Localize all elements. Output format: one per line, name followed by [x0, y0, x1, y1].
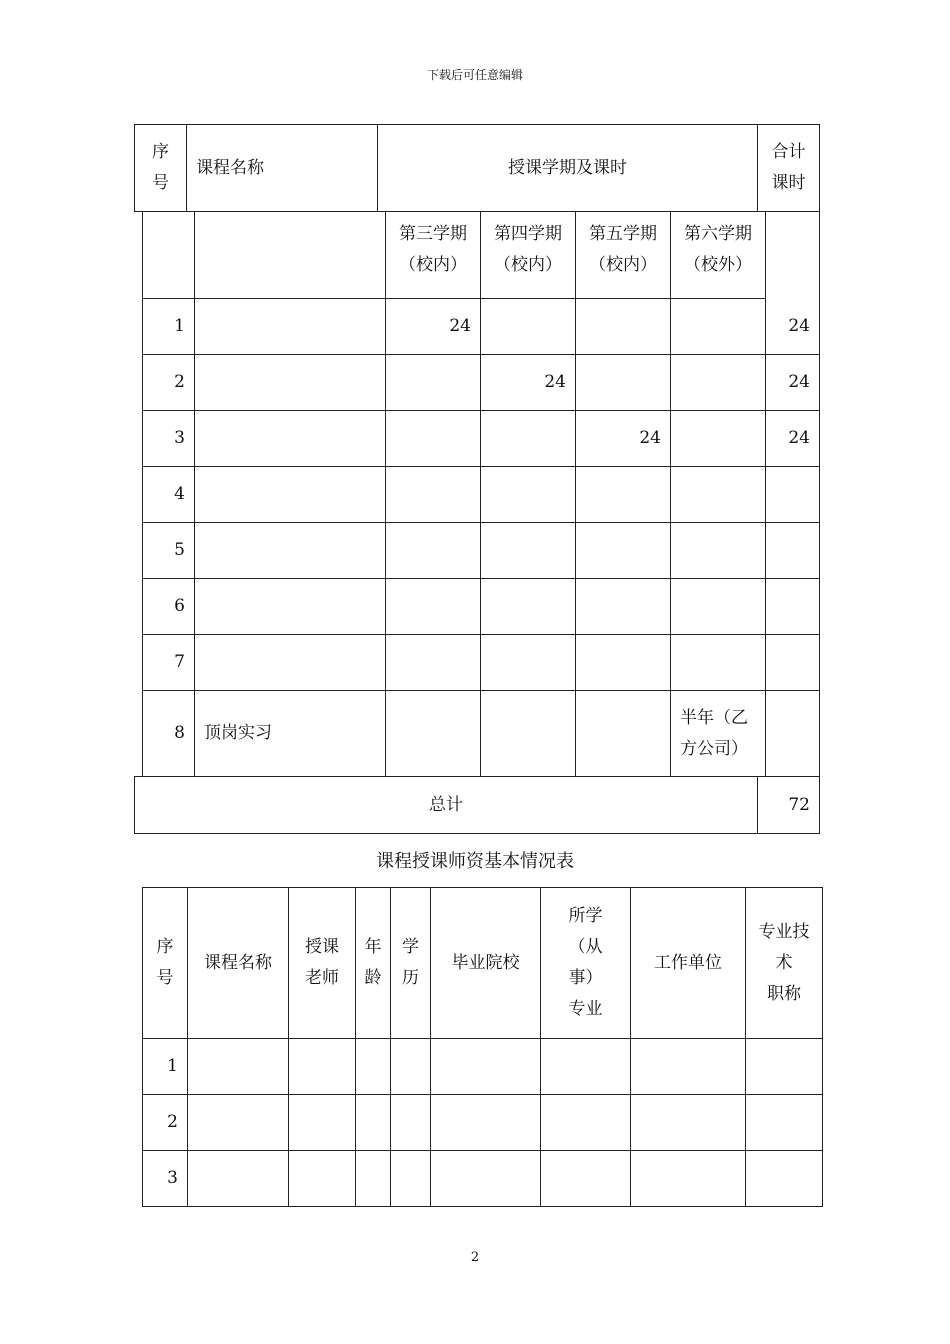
- row-semester-3: [385, 466, 481, 523]
- row-semester-6: [670, 410, 766, 467]
- row-course-name: [187, 1038, 289, 1095]
- row-age: [355, 1150, 391, 1207]
- row-teacher: [288, 1038, 356, 1095]
- header-semester-hours: 授课学期及课时: [377, 124, 758, 212]
- row-no: 8: [142, 690, 195, 777]
- row-education: [390, 1038, 431, 1095]
- row-graduate-school: [430, 1150, 541, 1207]
- semester-6-header: 第六学期 （校外）: [670, 211, 766, 299]
- row-semester-5: [575, 298, 671, 355]
- row-total: 24: [765, 354, 820, 411]
- row-semester-5: [575, 690, 671, 777]
- row-no: 4: [142, 466, 195, 523]
- row-semester-3: [385, 522, 481, 579]
- row-title: [745, 1094, 823, 1151]
- row-no: 3: [142, 1150, 188, 1207]
- row-semester-6: [670, 578, 766, 635]
- row-semester-6: [670, 522, 766, 579]
- row-graduate-school: [430, 1038, 541, 1095]
- row-semester-4: [480, 522, 576, 579]
- row-semester-4: [480, 578, 576, 635]
- row-semester-6: [670, 466, 766, 523]
- row-major: [540, 1150, 631, 1207]
- row-teacher: [288, 1150, 356, 1207]
- row-semester-6: 半年（乙 方公司）: [670, 690, 766, 777]
- row-teacher: [288, 1094, 356, 1151]
- row-major: [540, 1038, 631, 1095]
- subheader-blank-name: [194, 211, 386, 299]
- row-semester-4: [480, 298, 576, 355]
- row-workplace: [630, 1094, 746, 1151]
- row-semester-5: [575, 466, 671, 523]
- row-no: 6: [142, 578, 195, 635]
- row-education: [390, 1150, 431, 1207]
- row-semester-6: [670, 634, 766, 691]
- row-graduate-school: [430, 1094, 541, 1151]
- row-course-name: [194, 578, 386, 635]
- row-semester-5: 24: [575, 410, 671, 467]
- row-major: [540, 1094, 631, 1151]
- row-semester-4: [480, 634, 576, 691]
- row-course-name: [194, 522, 386, 579]
- row-semester-4: 24: [480, 354, 576, 411]
- table-caption: 课程授课师资基本情况表: [376, 851, 574, 872]
- header-course-name: 课程名称: [187, 887, 289, 1039]
- row-semester-3: [385, 578, 481, 635]
- header-workplace: 工作单位: [630, 887, 746, 1039]
- row-total: [765, 466, 820, 523]
- row-education: [390, 1094, 431, 1151]
- row-no: 5: [142, 522, 195, 579]
- row-workplace: [630, 1150, 746, 1207]
- row-title: [745, 1150, 823, 1207]
- row-semester-6: [670, 298, 766, 355]
- header-major: 所学 （从 事） 专业: [540, 887, 631, 1039]
- header-seq: 序 号: [134, 124, 187, 212]
- row-semester-5: [575, 522, 671, 579]
- row-age: [355, 1094, 391, 1151]
- row-course-name: 顶岗实习: [194, 690, 386, 777]
- row-no: 1: [142, 298, 195, 355]
- row-total: 24: [765, 298, 820, 355]
- row-semester-6: [670, 354, 766, 411]
- header-title: 专业技 术 职称: [745, 887, 823, 1039]
- row-course-name: [194, 466, 386, 523]
- row-no: 1: [142, 1038, 188, 1095]
- row-no: 3: [142, 410, 195, 467]
- row-semester-3: [385, 354, 481, 411]
- header-age: 年 龄: [355, 887, 391, 1039]
- row-total: [765, 578, 820, 635]
- row-total: 24: [765, 410, 820, 467]
- row-workplace: [630, 1038, 746, 1095]
- summary-label: 总计: [134, 776, 758, 834]
- row-semester-4: [480, 690, 576, 777]
- row-semester-4: [480, 410, 576, 467]
- semester-4-header: 第四学期 （校内）: [480, 211, 576, 299]
- row-course-name: [194, 410, 386, 467]
- row-semester-5: [575, 578, 671, 635]
- row-total: [765, 634, 820, 691]
- row-semester-3: [385, 690, 481, 777]
- subheader-blank-total: [765, 211, 820, 299]
- row-course-name: [187, 1150, 289, 1207]
- page-number: 2: [470, 1250, 480, 1265]
- row-total: [765, 522, 820, 579]
- header-course-name: 课程名称: [186, 124, 378, 212]
- row-semester-5: [575, 354, 671, 411]
- row-no: 7: [142, 634, 195, 691]
- header-seq: 序 号: [142, 887, 188, 1039]
- row-semester-4: [480, 466, 576, 523]
- row-title: [745, 1038, 823, 1095]
- summary-value: 72: [757, 776, 820, 834]
- header-teacher: 授课 老师: [288, 887, 356, 1039]
- row-age: [355, 1038, 391, 1095]
- row-semester-5: [575, 634, 671, 691]
- row-semester-3: [385, 634, 481, 691]
- semester-5-header: 第五学期 （校内）: [575, 211, 671, 299]
- header-education: 学 历: [390, 887, 431, 1039]
- subheader-blank-seq: [142, 211, 195, 299]
- row-total: [765, 690, 820, 777]
- header-note: 下载后可任意编辑: [426, 68, 523, 82]
- row-course-name: [187, 1094, 289, 1151]
- header-total-hours: 合计 课时: [757, 124, 820, 212]
- row-no: 2: [142, 354, 195, 411]
- row-no: 2: [142, 1094, 188, 1151]
- semester-3-header: 第三学期 （校内）: [385, 211, 481, 299]
- row-semester-3: [385, 410, 481, 467]
- row-semester-3: 24: [385, 298, 481, 355]
- header-graduate-school: 毕业院校: [430, 887, 541, 1039]
- row-course-name: [194, 354, 386, 411]
- row-course-name: [194, 634, 386, 691]
- row-course-name: [194, 298, 386, 355]
